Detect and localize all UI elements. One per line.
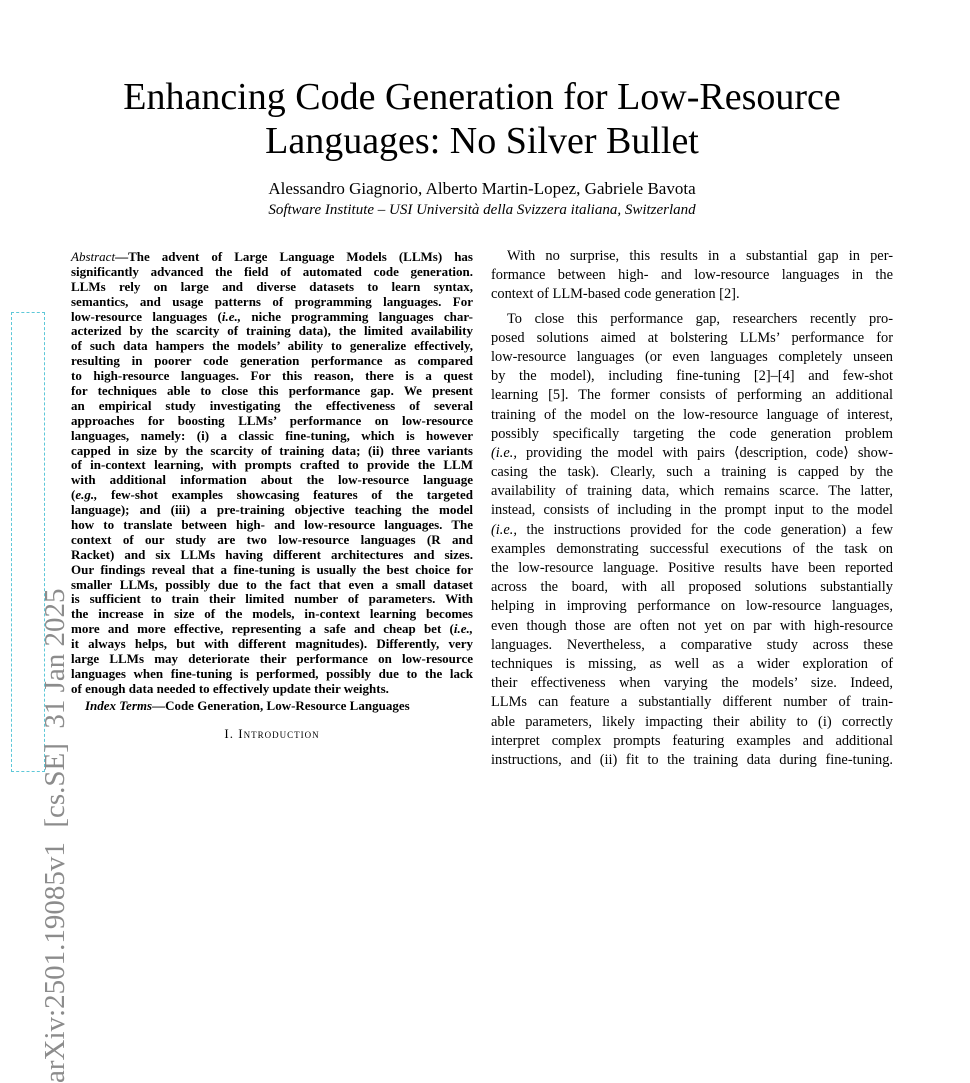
arxiv-stamp: arXiv:2501.19085v1 [cs.SE] 31 Jan 2025: [39, 588, 71, 1083]
body-line: context of LLM-based code generation [2].: [491, 286, 740, 303]
body-line: training of the model on the low-resource language of interest,: [491, 406, 893, 423]
body-line: (i.e., the instructions provided for the code generation) a few: [491, 521, 893, 538]
body-line: languages. Nevertheless, a comparative study across these: [491, 636, 893, 653]
abstract-line: of such data hampers the models’ ability to generalize effectively,: [71, 338, 473, 354]
abstract-line: language); and (iii) a pre-training objective teaching the model: [71, 502, 473, 518]
body-line: availability of training data, which remains scarce. The latter,: [491, 483, 893, 500]
abstract-line: resulting in poorer code generation performance as compared: [71, 353, 473, 369]
body-line: examples demonstrating successful executions of the task on: [491, 540, 893, 557]
index-terms: Index Terms—Code Generation, Low-Resource Languages: [85, 697, 410, 713]
arxiv-stamp-box[interactable]: [11, 312, 71, 1083]
abstract-line: it always helps, but with different magnitudes). Differently, very: [71, 636, 473, 652]
abstract-line: significantly advanced the field of automated code generation.: [71, 263, 473, 279]
abstract-line: semantics, and usage patterns of programming languages. For: [71, 293, 473, 309]
abstract-line: Abstract—The advent of Large Language Models (LLMs) has: [71, 249, 473, 264]
abstract-line: is sufficient to train their limited number of parameters. With: [71, 591, 473, 607]
abstract-line: Racket) and six LLMs having different architectures and sizes.: [71, 546, 473, 562]
body-line: even though those are often not yet on par with high-resource: [491, 617, 893, 634]
body-line: instead, consists of including in the prompt input to the model: [491, 502, 893, 519]
paper-title-line-1: Enhancing Code Generation for Low-Resource: [123, 76, 841, 118]
abstract-line: languages when fine-tuning is performed, possibly due to the lack: [71, 665, 473, 681]
section-heading: I. Introduction: [224, 725, 320, 741]
abstract-column: [71, 250, 473, 742]
body-line: learning [5]. The former consists of performing an additional: [491, 387, 893, 404]
paper-title-line-2: Languages: No Silver Bullet: [265, 120, 699, 162]
abstract-line: large LLMs may deteriorate their performance on low-resource: [71, 651, 473, 667]
abstract-line: LLMs rely on large and diverse datasets to learn syntax,: [71, 278, 473, 294]
body-line: low-resource languages (or even languages completely unseen: [491, 348, 893, 365]
abstract-line: approaches for boosting LLMs’ performance on low-resource: [71, 412, 473, 428]
body-line: possibly specifically targeting the code generation problem: [491, 425, 893, 442]
abstract-line: more and more effective, representing a safe and cheap bet (i.e.,: [71, 621, 473, 637]
body-line: helping in improving performance on low-resource languages,: [491, 598, 893, 615]
abstract-line: capped in size by the scarcity of training data; (ii) three variants: [71, 442, 473, 458]
abstract-line: context of our study are two low-resource languages (R and: [71, 531, 473, 547]
abstract-line: an empirical study investigating the effectiveness of several: [71, 397, 473, 413]
index-terms-label: Index Terms: [85, 697, 153, 713]
abstract-line: languages, namely: (i) a classic fine-tuning, which is however: [71, 427, 473, 443]
affiliation: Software Institute – USI Università della Svizzera italiana, Switzerland: [268, 202, 696, 218]
abstract-line: (e.g., few-shot examples showcasing features of the targeted: [71, 487, 473, 503]
abstract-line: how to translate between high- and low-resource languages. The: [71, 517, 473, 533]
body-line: (i.e., providing the model with pairs ⟨description, code⟩ show-: [491, 444, 893, 461]
authors: Alessandro Giagnorio, Alberto Martin-Lopez, Gabriele Bavota: [268, 179, 696, 198]
body-line: interpret complex prompts featuring examples and additional: [491, 732, 893, 749]
body-column: [491, 247, 893, 770]
abstract-line: Our findings reveal that a fine-tuning is usually the best choice for: [71, 561, 473, 577]
abstract-line: of in-context learning, with prompts crafted to provide the LLM: [71, 457, 473, 473]
body-line: instructions, and (ii) fit to the training data during fine-tuning.: [491, 751, 893, 768]
body-line: With no surprise, this results in a substantial gap in per-: [507, 248, 893, 264]
body-line: To close this performance gap, researchers recently pro-: [507, 310, 893, 327]
body-line: able parameters, likely impacting their ability to (i) correctly: [491, 713, 893, 730]
abstract-line: smaller LLMs, possibly due to the fact that even a small dataset: [71, 576, 473, 592]
body-line: LLMs can feature a substantially different number of train-: [491, 694, 893, 711]
abstract-line: for techniques able to close this performance gap. We present: [71, 383, 473, 399]
body-line: across the board, with all proposed solutions substantially: [491, 579, 893, 596]
body-line: casing the task). Clearly, such a training is capped by the: [491, 464, 893, 481]
abstract-line: the increase in size of the models, in-context learning becomes: [71, 606, 473, 622]
abstract-line: with additional information about the low-resource language: [71, 472, 473, 488]
body-line: their effectiveness when varying the models’ size. Indeed,: [491, 675, 893, 692]
body-line: posed solutions aimed at bolstering LLMs’ performance for: [491, 329, 893, 346]
abstract-line: to high-resource languages. For this reason, there is a quest: [71, 368, 473, 384]
abstract-line: low-resource languages (i.e., niche programming languages char-: [71, 308, 473, 324]
abstract-line: of enough data needed to effectively update their weights.: [71, 680, 389, 696]
abstract-line: acterized by the scarcity of training data), the limited availability: [71, 323, 473, 339]
body-line: the low-resource language. Positive results have been reported: [491, 560, 893, 576]
abstract-label: Abstract: [71, 249, 116, 264]
body-line: formance between high- and low-resource languages in the: [491, 267, 893, 284]
body-line: by the model), including fine-tuning [2]–[4] and few-shot: [491, 368, 893, 385]
body-line: techniques is missing, as well as a wider exploration of: [491, 655, 893, 672]
